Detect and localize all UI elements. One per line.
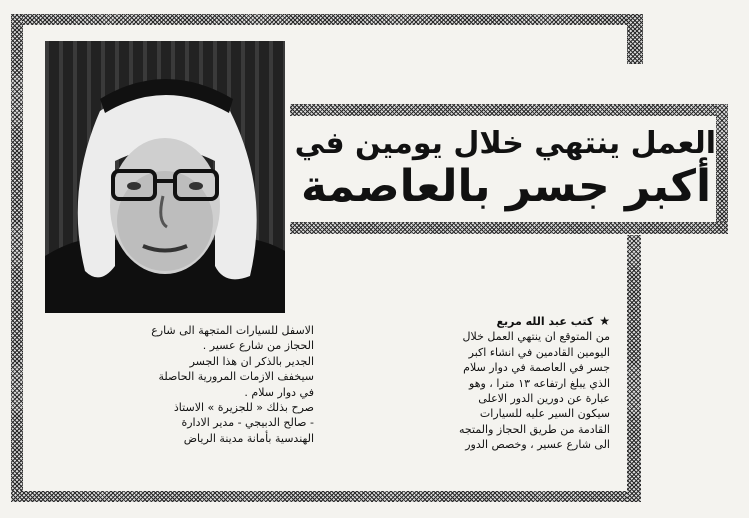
body-line: القادمة من طريق الحجاز والمتجه bbox=[459, 422, 610, 436]
headline-band-bottom bbox=[290, 222, 728, 234]
article-column-right bbox=[410, 314, 610, 453]
body-line: الجدير بالذكر ان هذا الجسر bbox=[189, 354, 314, 368]
body-line: - صالح الدبيجي - مدير الادارة bbox=[181, 416, 314, 430]
frame-border-right-upper bbox=[627, 14, 643, 64]
body-line: الاسفل للسيارات المتجهة الى شارع bbox=[151, 324, 314, 337]
body-line: سيخفف الازمات المرورية الحاصلة bbox=[158, 370, 314, 384]
body-line: اليومين القادمين في انشاء اكبر bbox=[468, 345, 610, 359]
article-column-left bbox=[150, 323, 314, 446]
byline bbox=[410, 314, 610, 329]
headline-main: أكبر جسر بالعاصمة bbox=[300, 161, 712, 212]
portrait-photo bbox=[45, 41, 285, 313]
body-line: الذي يبلغ ارتفاعه ١٣ مترا ، وهو bbox=[469, 376, 610, 390]
article-headline-block bbox=[296, 116, 716, 222]
body-line: عبارة عن دورين الدور الاعلى bbox=[478, 392, 610, 406]
body-line: الهندسية بأمانة مدينة الرياض bbox=[183, 431, 314, 445]
body-line: سيكون السير عليه للسيارات bbox=[479, 407, 610, 421]
body-line: في دوار سلام . bbox=[244, 385, 314, 399]
body-line: جسر في العاصمة في دوار سلام bbox=[463, 361, 610, 375]
frame-border-right-lower bbox=[627, 235, 641, 502]
body-line: الحجاز من شارع عسير . bbox=[202, 339, 314, 353]
body-line: الى شارع عسير ، وخصص الدور bbox=[465, 438, 610, 452]
byline-text: كتب عبد الله مريع bbox=[496, 315, 594, 328]
headline-kicker: العمل ينتهي خلال يومين في bbox=[294, 126, 716, 161]
headline-band-right bbox=[716, 104, 728, 234]
frame-border-left bbox=[11, 14, 23, 502]
frame-border-top bbox=[11, 14, 643, 25]
body-line: من المتوقع ان ينتهي العمل خلال bbox=[462, 330, 610, 344]
body-line: صرح بذلك « للجزيرة » الاستاذ bbox=[173, 401, 314, 415]
frame-border-bottom bbox=[11, 491, 631, 502]
star-icon: ★ bbox=[599, 314, 610, 328]
headline-band-top bbox=[290, 104, 728, 116]
